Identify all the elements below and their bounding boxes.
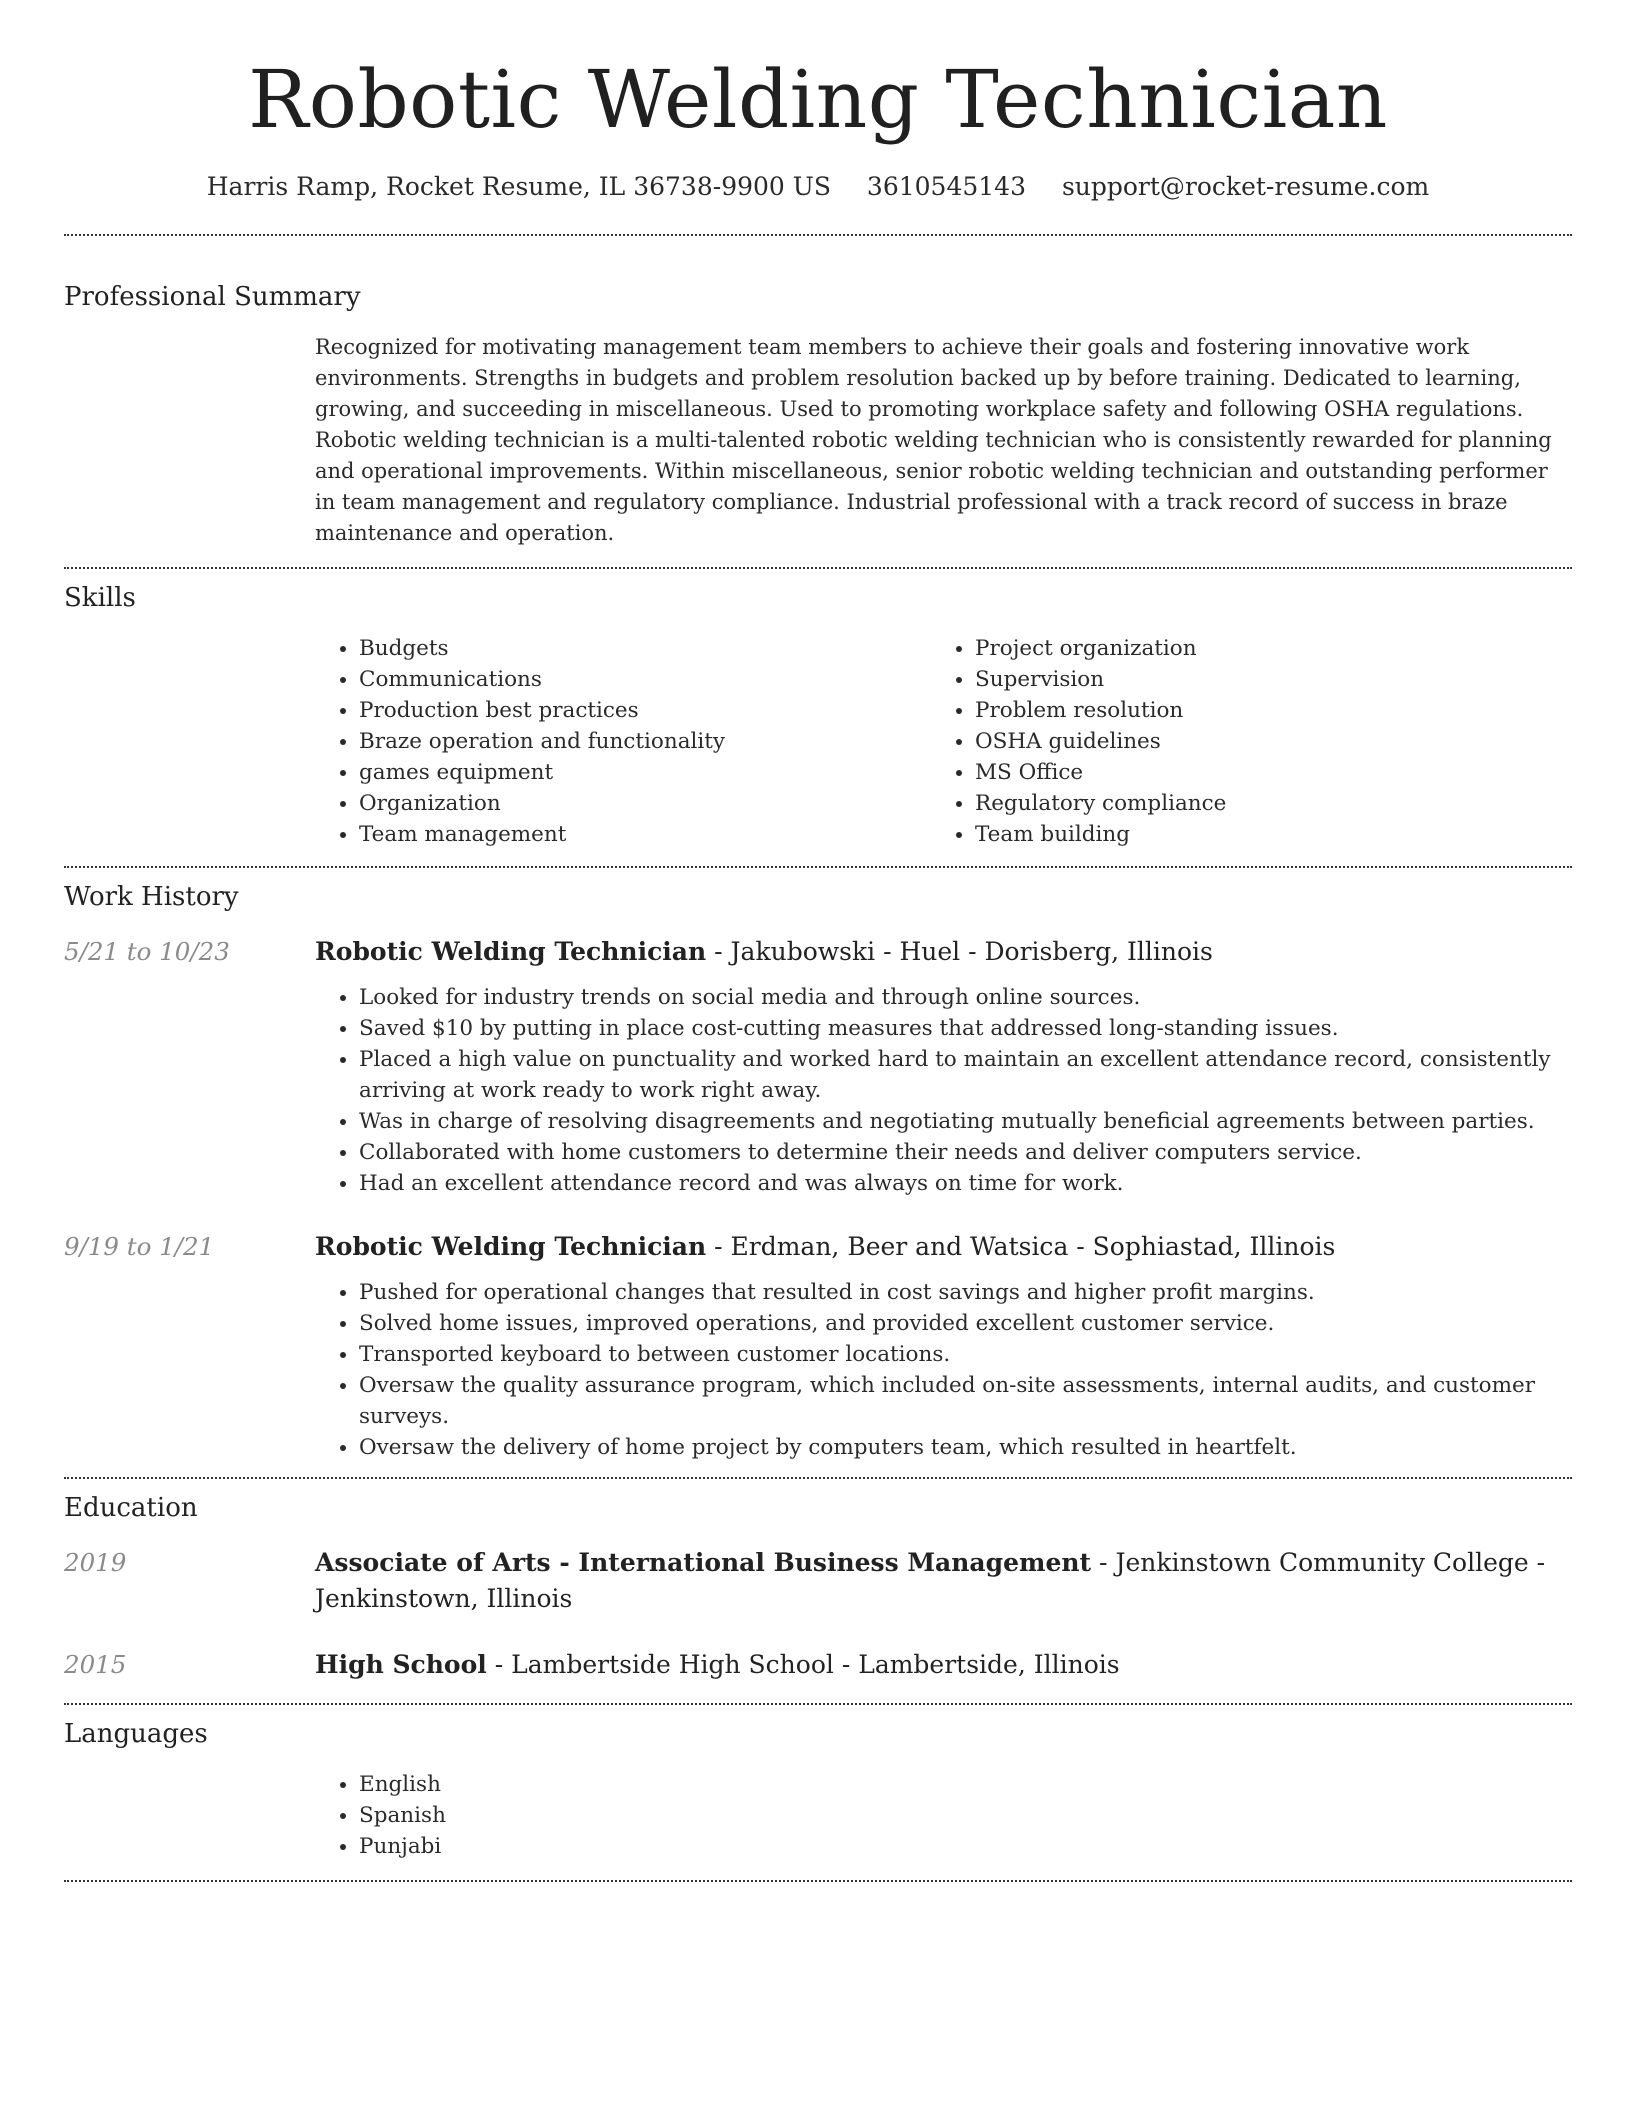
language-item: • Punjabi [359, 1831, 1572, 1862]
skill-item: • Budgets [359, 633, 931, 664]
job-role: Robotic Welding Technician [315, 937, 707, 966]
job-entry [64, 1229, 1572, 1463]
job-role: Robotic Welding Technician [315, 1232, 707, 1261]
summary-heading: Professional Summary [64, 282, 361, 312]
job-bullet: • Oversaw the delivery of home project by computers team, which resulted in heartfelt. [359, 1432, 1572, 1463]
education-entry [64, 1647, 1572, 1683]
job-bullets [315, 982, 1572, 1199]
job-bullet: • Looked for industry trends on social media and through online sources. [359, 982, 1572, 1013]
section-divider [64, 1880, 1572, 1882]
skill-item: • OSHA guidelines [975, 726, 1547, 757]
job-dates: 5/21 to 10/23 [64, 937, 230, 966]
skill-item: • Communications [359, 664, 931, 695]
resume-page [64, 0, 1572, 1882]
job-bullets [315, 1277, 1572, 1463]
job-title [315, 1229, 1572, 1265]
job-bullet: • Collaborated with home customers to determine their needs and deliver computers service. [359, 1137, 1572, 1168]
education-title [315, 1647, 1572, 1683]
skill-item: • Team building [975, 819, 1547, 850]
education-details: - Jenkinstown Community College - Jenkinstown, Illinois [315, 1548, 1546, 1613]
language-item: • Spanish [359, 1800, 1572, 1831]
resume-header [64, 0, 1572, 204]
job-bullet: • Was in charge of resolving disagreements and negotiating mutually beneficial agreements between parties. [359, 1106, 1572, 1137]
skills-heading: Skills [64, 583, 136, 613]
education-degree: High School [315, 1650, 487, 1679]
job-details: - Erdman, Beer and Watsica - Sophiastad, Illinois [706, 1232, 1336, 1261]
skills-list-right [931, 633, 1547, 850]
skill-item: • Team management [359, 819, 931, 850]
education-section [64, 1479, 1572, 1683]
contact-address: Harris Ramp, Rocket Resume, IL 36738-9900 US [206, 172, 831, 201]
job-details: - Jakubowski - Huel - Dorisberg, Illinois [706, 937, 1213, 966]
summary-section [64, 236, 1572, 549]
work-history-heading: Work History [64, 882, 239, 912]
education-year: 2019 [64, 1548, 127, 1577]
job-dates: 9/19 to 1/21 [64, 1232, 215, 1261]
skill-item: • Supervision [975, 664, 1547, 695]
summary-text: Recognized for motivating management team members to achieve their goals and fostering innovative work environments. Strengths in budgets and problem resolution backed up by before training. Dedicated to learning, growing, and succeeding in miscellaneous. Used to promoting workplace safety and following OSHA regulations. Robotic welding technician is a multi-talented robotic welding technician who is consistently rewarded for planning and operational improvements. Within miscellaneous, senior robotic welding technician and outstanding performer in team management and regulatory compliance. Industrial professional with a track record of success in braze maintenance and operation. [315, 335, 1552, 545]
skills-list-left [315, 633, 931, 850]
education-title [315, 1545, 1572, 1617]
education-heading: Education [64, 1493, 198, 1523]
skill-item: • Braze operation and functionality [359, 726, 931, 757]
job-entry [64, 934, 1572, 1199]
contact-email: support@rocket-resume.com [1061, 172, 1430, 201]
job-bullet: • Solved home issues, improved operations, and provided excellent customer service. [359, 1308, 1572, 1339]
work-history-section [64, 868, 1572, 1463]
resume-name: Robotic Welding Technician [248, 53, 1388, 146]
job-bullet: • Placed a high value on punctuality and worked hard to maintain an excellent attendance record, consistently arriving at work ready to work right away. [359, 1044, 1572, 1106]
education-year: 2015 [64, 1650, 127, 1679]
skills-section [64, 569, 1572, 850]
languages-heading: Languages [64, 1719, 208, 1749]
job-bullet: • Had an excellent attendance record and was always on time for work. [359, 1168, 1572, 1199]
skill-item: • Production best practices [359, 695, 931, 726]
skill-item: • Problem resolution [975, 695, 1547, 726]
education-details: - Lambertside High School - Lambertside, Illinois [486, 1650, 1120, 1679]
job-bullet: • Pushed for operational changes that resulted in cost savings and higher profit margins. [359, 1277, 1572, 1308]
contact-phone: 3610545143 [866, 172, 1026, 201]
education-entry [64, 1545, 1572, 1617]
job-title [315, 934, 1572, 970]
contact-line [64, 170, 1572, 204]
education-degree: Associate of Arts - International Business Management [315, 1548, 1092, 1577]
skill-item: • Regulatory compliance [975, 788, 1547, 819]
languages-section [64, 1705, 1572, 1862]
job-bullet: • Saved $10 by putting in place cost-cutting measures that addressed long-standing issues. [359, 1013, 1572, 1044]
skill-item: • Organization [359, 788, 931, 819]
job-bullet: • Transported keyboard to between customer locations. [359, 1339, 1572, 1370]
skill-item: • MS Office [975, 757, 1547, 788]
skill-item: • Project organization [975, 633, 1547, 664]
job-bullet: • Oversaw the quality assurance program, which included on-site assessments, internal audits, and customer surveys. [359, 1370, 1572, 1432]
skill-item: • games equipment [359, 757, 931, 788]
languages-list [315, 1769, 1572, 1862]
language-item: • English [359, 1769, 1572, 1800]
